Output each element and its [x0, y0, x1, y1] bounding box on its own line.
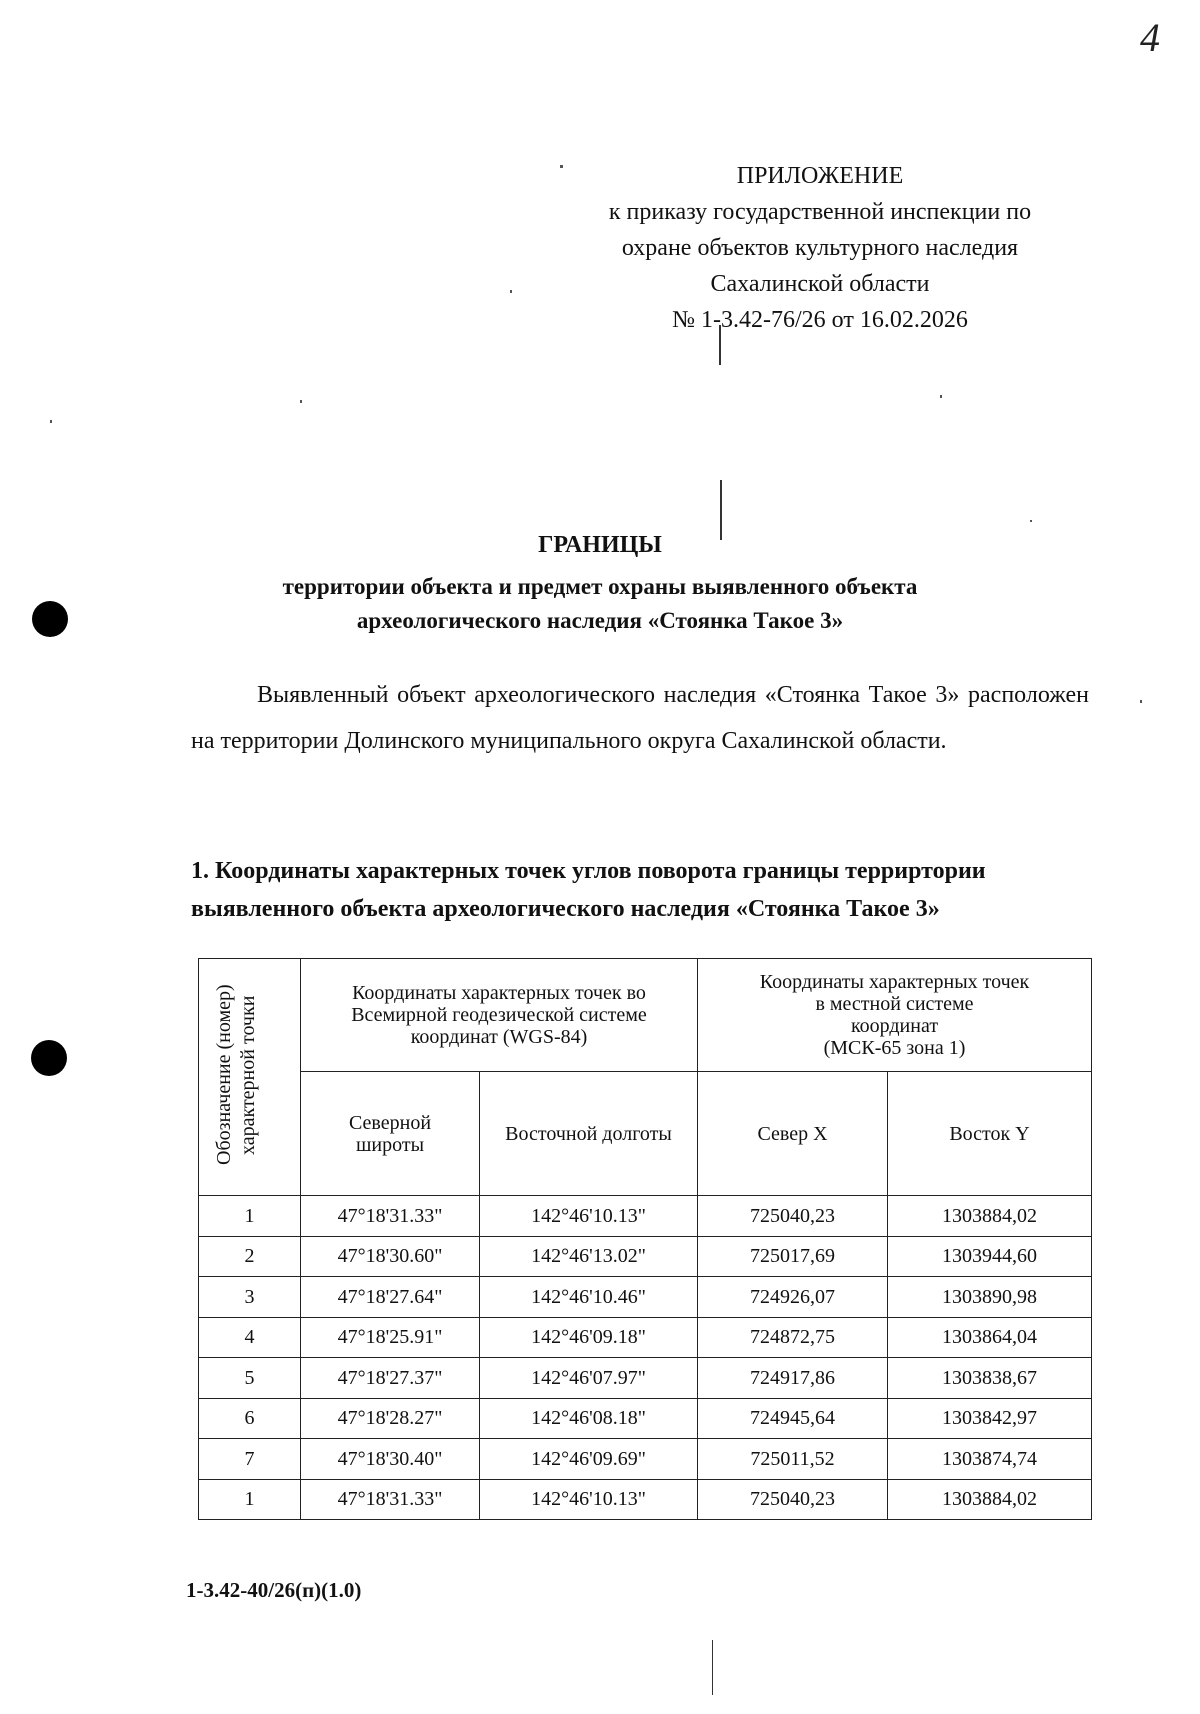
cell-x: 724872,75: [698, 1317, 888, 1358]
cell-point: 6: [199, 1398, 301, 1439]
cell-y: 1303944,60: [888, 1236, 1092, 1277]
table-row: [199, 1236, 1092, 1277]
appendix-block: [540, 158, 1100, 338]
cell-x: 725040,23: [698, 1196, 888, 1237]
header-msk65-line: Координаты характерных точек: [759, 971, 1030, 993]
header-east-y: Восток Y: [888, 1072, 1092, 1196]
cell-lon: 142°46'09.18": [480, 1317, 698, 1358]
header-north-x: Север X: [698, 1072, 888, 1196]
table-row: [199, 1358, 1092, 1399]
scan-speck: [940, 395, 942, 398]
scan-speck: [1030, 520, 1032, 522]
appendix-heading: ПРИЛОЖЕНИЕ: [736, 163, 904, 189]
scan-artifact-line: [712, 1640, 713, 1695]
cell-point: 3: [199, 1277, 301, 1318]
table-row: [199, 1317, 1092, 1358]
document-code: 1-3.42-40/26(п)(1.0): [186, 1578, 362, 1602]
table-row: [199, 1277, 1092, 1318]
table-row: [199, 1479, 1092, 1520]
table-header-row: [199, 959, 1092, 1072]
appendix-order-number: № 1-3.42-76/26 от 16.02.2026: [672, 307, 968, 333]
cell-lat: 47°18'30.40": [301, 1439, 480, 1480]
header-latitude: Северной широты: [301, 1072, 480, 1196]
cell-x: 725017,69: [698, 1236, 888, 1277]
cell-lat: 47°18'31.33": [301, 1196, 480, 1237]
table-row: [199, 1398, 1092, 1439]
cell-y: 1303842,97: [888, 1398, 1092, 1439]
cell-point: 4: [199, 1317, 301, 1358]
header-point-id: [199, 959, 301, 1196]
cell-x: 725040,23: [698, 1479, 888, 1520]
cell-lon: 142°46'07.97": [480, 1358, 698, 1399]
cell-lon: 142°46'10.13": [480, 1479, 698, 1520]
scan-speck: [1140, 700, 1142, 703]
punch-hole: [31, 1040, 67, 1076]
scan-speck: [300, 400, 302, 403]
table-row: [199, 1439, 1092, 1480]
punch-hole: [32, 601, 68, 637]
cell-x: 724926,07: [698, 1277, 888, 1318]
subtitle-line: территории объекта и предмет охраны выявленного объекта: [282, 574, 918, 599]
cell-lon: 142°46'09.69": [480, 1439, 698, 1480]
cell-lat: 47°18'28.27": [301, 1398, 480, 1439]
cell-x: 724917,86: [698, 1358, 888, 1399]
subtitle-line: археологического наследия «Стоянка Такое 3»: [356, 608, 844, 633]
header-wgs84-group: Координаты характерных точек во Всемирной геодезической системе координат (WGS-84): [301, 959, 698, 1072]
appendix-line: охране объектов культурного наследия: [621, 235, 1019, 261]
scan-artifact-line: [720, 480, 722, 540]
table-subheader-row: [199, 1072, 1092, 1196]
section-heading: 1. Координаты характерных точек углов поворота границы терриртории выявленного объекта археологического наследия «Стоянка Такое 3»: [191, 858, 986, 922]
cell-point: 7: [199, 1439, 301, 1480]
header-point-id-label: Обозначение (номер) характерной точки: [213, 984, 259, 1165]
cell-lat: 47°18'27.64": [301, 1277, 480, 1318]
cell-lon: 142°46'10.46": [480, 1277, 698, 1318]
header-longitude: Восточной долготы: [480, 1072, 698, 1196]
coordinates-table: [198, 958, 1092, 1520]
scan-speck: [510, 290, 512, 293]
cell-y: 1303874,74: [888, 1439, 1092, 1480]
cell-lon: 142°46'10.13": [480, 1196, 698, 1237]
cell-lat: 47°18'27.37": [301, 1358, 480, 1399]
header-msk65-line: в местной системе: [815, 993, 974, 1015]
table-row: [199, 1196, 1092, 1237]
cell-point: 1: [199, 1479, 301, 1520]
cell-x: 724945,64: [698, 1398, 888, 1439]
appendix-line: к приказу государственной инспекции по: [608, 199, 1032, 225]
cell-x: 725011,52: [698, 1439, 888, 1480]
document-subtitle: [180, 570, 1020, 638]
cell-point: 1: [199, 1196, 301, 1237]
header-msk65-group: [698, 959, 1092, 1072]
cell-point: 2: [199, 1236, 301, 1277]
page-number: 4: [1140, 15, 1160, 60]
cell-lat: 47°18'30.60": [301, 1236, 480, 1277]
header-msk65-line: (МСК-65 зона 1): [823, 1037, 966, 1059]
scan-speck: [50, 420, 52, 423]
document-title: ГРАНИЦЫ: [538, 532, 662, 558]
cell-y: 1303890,98: [888, 1277, 1092, 1318]
intro-paragraph: Выявленный объект археологического наследия «Стоянка Такое 3» расположен на территории Долинского муниципального округа Сахалинской области.: [191, 682, 1089, 754]
cell-y: 1303884,02: [888, 1196, 1092, 1237]
appendix-line: Сахалинской области: [710, 271, 930, 297]
cell-y: 1303884,02: [888, 1479, 1092, 1520]
cell-lon: 142°46'08.18": [480, 1398, 698, 1439]
cell-y: 1303864,04: [888, 1317, 1092, 1358]
header-msk65-line: координат: [850, 1015, 939, 1037]
cell-lat: 47°18'31.33": [301, 1479, 480, 1520]
cell-y: 1303838,67: [888, 1358, 1092, 1399]
cell-lon: 142°46'13.02": [480, 1236, 698, 1277]
cell-point: 5: [199, 1358, 301, 1399]
cell-lat: 47°18'25.91": [301, 1317, 480, 1358]
